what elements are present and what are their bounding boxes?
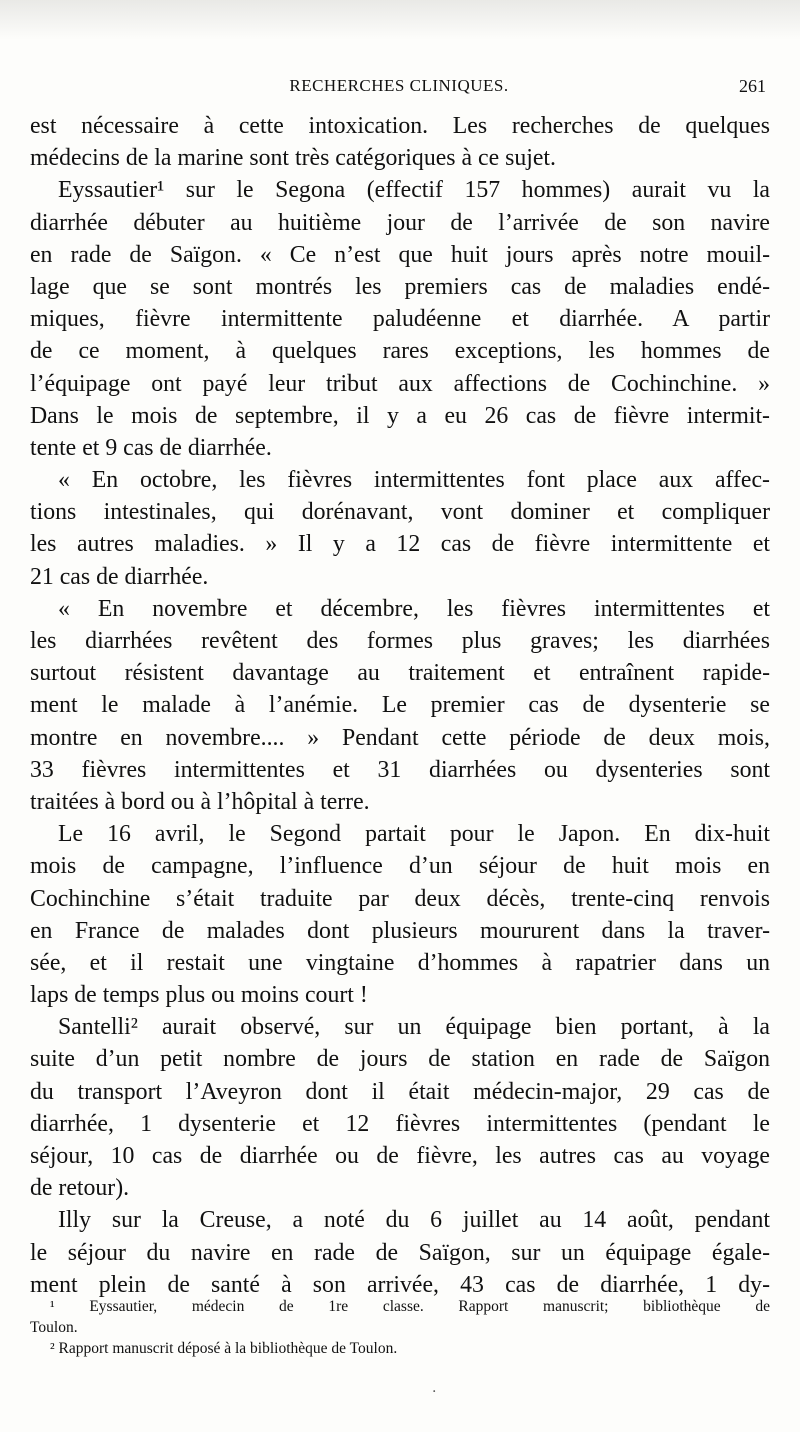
text-line: lage que se sont montrés les premiers cas de maladies endé- [30, 273, 770, 300]
text-line: est nécessaire à cette intoxication. Les recherches de quelques [30, 113, 770, 139]
text-line: en France de malades dont plusieurs moururent dans la traver- [30, 917, 770, 944]
text-line: diarrhée débuter au huitième jour de l’arrivée de son navire [30, 209, 770, 236]
text-line: médecins de la marine sont très catégoriques à ce sujet. [30, 145, 556, 172]
text-line: les autres maladies. » Il y a 12 cas de fièvre intermittente et [30, 531, 770, 558]
text-line: suite d’un petit nombre de jours de station en rade de Saïgon [30, 1046, 770, 1073]
footnotes [30, 1296, 770, 1359]
page-header [30, 76, 768, 100]
page-edge-shadow [0, 0, 800, 40]
text-line: « En novembre et décembre, les fièvres intermittentes et [58, 595, 770, 622]
text-line: Santelli² aurait observé, sur un équipage bien portant, à la [58, 1014, 770, 1041]
footnote-line: ¹ Eyssautier, médecin de 1re classe. Rapport manuscrit; bibliothèque de [50, 1298, 770, 1315]
text-line: tions intestinales, qui dorénavant, vont dominer et compliquer [30, 499, 770, 526]
text-line: de ce moment, à quelques rares exceptions, les hommes de [30, 338, 770, 365]
text-line: sée, et il restait une vingtaine d’hommes à rapatrier dans un [30, 949, 770, 976]
text-line: Illy sur la Creuse, a noté du 6 juillet au 14 août, pendant [58, 1207, 770, 1234]
text-line: Eyssautier¹ sur le Segona (effectif 157 hommes) aurait vu la [58, 177, 770, 204]
text-line: en rade de Saïgon. « Ce n’est que huit jours après notre mouil- [30, 241, 770, 268]
text-line: Le 16 avril, le Segond partait pour le Japon. En dix-huit [58, 821, 770, 848]
text-line: de retour). [30, 1175, 130, 1202]
ink-speck: · [432, 1384, 437, 1400]
text-line: ment le malade à l’anémie. Le premier cas de dysenterie se [30, 692, 770, 719]
footnote-line: ² Rapport manuscrit déposé à la bibliothèque de Toulon. [50, 1340, 398, 1357]
text-line: 33 fièvres intermittentes et 31 diarrhées ou dysenteries sont [30, 756, 770, 783]
text-line: le séjour du navire en rade de Saïgon, sur un équipage égale- [30, 1239, 770, 1266]
text-line: Cochinchine s’était traduite par deux décès, trente-cinq renvois [30, 885, 770, 912]
text-line: 21 cas de diarrhée. [30, 563, 209, 590]
text-line: miques, fièvre intermittente paludéenne et diarrhée. A partir [30, 306, 770, 333]
text-line: diarrhée, 1 dysenterie et 12 fièvres intermittentes (pendant le [30, 1110, 770, 1137]
text-line: Dans le mois de septembre, il y a eu 26 cas de fièvre intermit- [30, 402, 770, 429]
text-line: montre en novembre.... » Pendant cette période de deux mois, [30, 724, 770, 751]
footnote-line: Toulon. [30, 1319, 78, 1336]
running-head: RECHERCHES CLINIQUES. [289, 76, 509, 95]
text-line: l’équipage ont payé leur tribut aux affections de Cochinchine. » [30, 370, 770, 397]
text-line: tente et 9 cas de diarrhée. [30, 434, 272, 461]
text-line: du transport l’Aveyron dont il était médecin-major, 29 cas de [30, 1078, 770, 1105]
text-line: ment plein de santé à son arrivée, 43 cas de diarrhée, 1 dy- [30, 1271, 770, 1298]
text-line: séjour, 10 cas de diarrhée ou de fièvre, les autres cas au voyage [30, 1143, 770, 1169]
text-line: les diarrhées revêtent des formes plus graves; les diarrhées [30, 628, 770, 654]
text-line: « En octobre, les fièvres intermittentes font place aux affec- [58, 467, 770, 494]
text-line: surtout résistent davantage au traitement et entraînent rapide- [30, 660, 770, 687]
text-line: traitées à bord ou à l’hôpital à terre. [30, 788, 370, 815]
page-number: 261 [739, 76, 766, 96]
text-line: mois de campagne, l’influence d’un séjour de huit mois en [30, 853, 770, 880]
body-text [30, 110, 770, 1301]
text-line: laps de temps plus ou moins court ! [30, 982, 368, 1009]
